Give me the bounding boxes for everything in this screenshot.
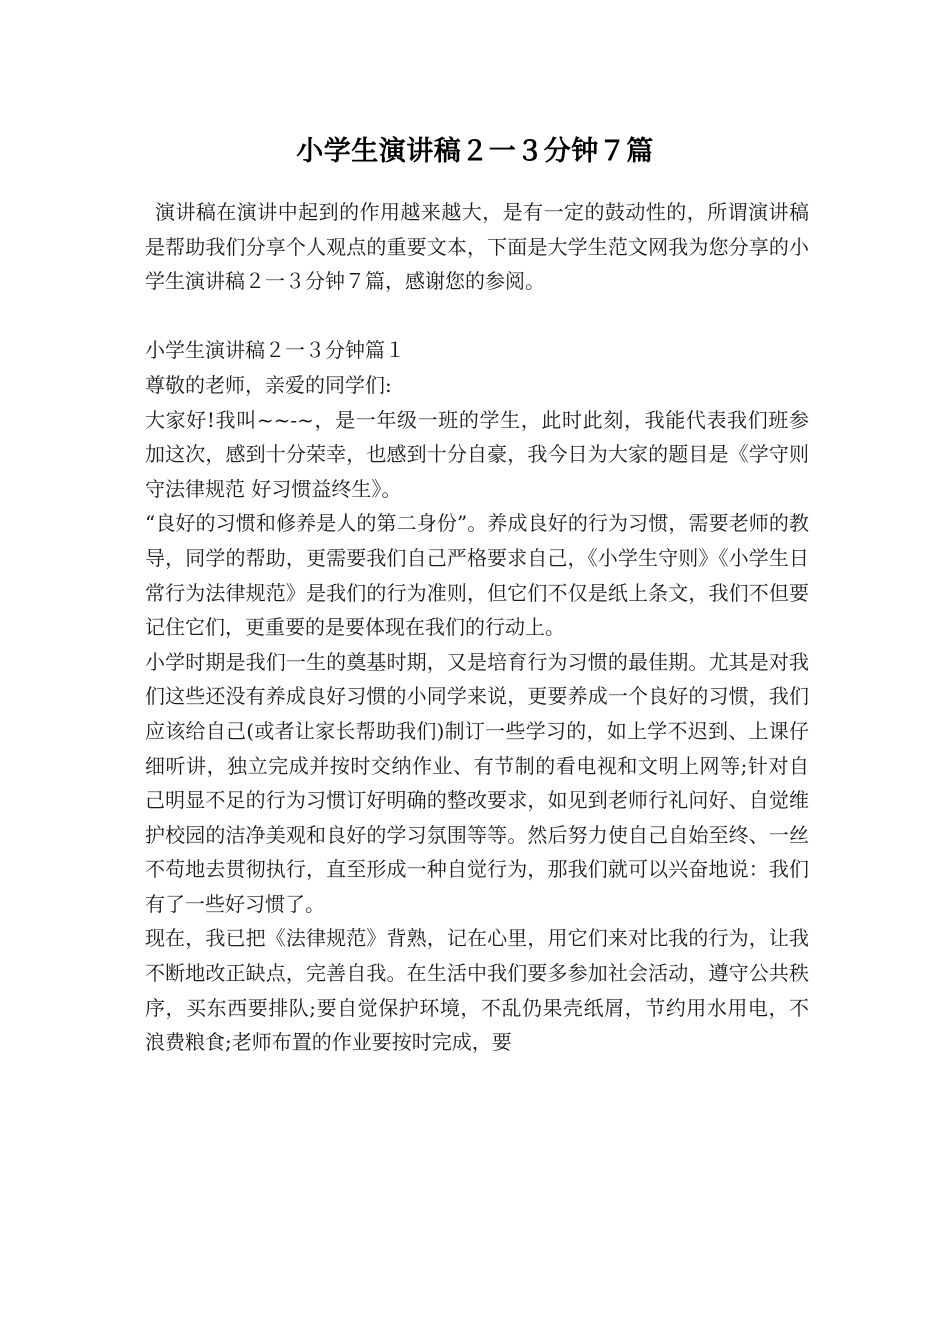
document-title: 小学生演讲稿２一３分钟７篇 bbox=[296, 136, 654, 167]
body-paragraph: “良好的习惯和修养是人的第二身份”。养成良好的行为习惯，需要老师的教导，同学的帮助，更需要我们自己严格要求自己，《小学生守则》《小学生日常行为法律规范》是我们的行为准则，但它们不仅是纸上条文，我们不但要记住它们，更重要的是要体现在我们的行动上。 bbox=[145, 511, 809, 640]
intro-paragraph: 演讲稿在演讲中起到的作用越来越大，是有一定的鼓动性的，所谓演讲稿是帮助我们分享个人观点的重要文本，下面是大学生范文网我为您分享的小学生演讲稿２一３分钟７篇，感谢您的参阅。 bbox=[145, 200, 809, 294]
section-heading: 小学生演讲稿２一３分钟篇１ bbox=[145, 338, 405, 363]
body-paragraph: 现在，我已把《法律规范》背熟，记在心里，用它们来对比我的行为，让我不断地改正缺点，完善自我。在生活中我们要多参加社会活动，遵守公共秩序，买东西要排队;要自觉保护环境，不乱仍果壳纸屑，节约用水用电，不浪费粮食;老师布置的作业要按时完成，要 bbox=[145, 926, 809, 1055]
paragraph-spacer bbox=[145, 299, 809, 334]
salutation-paragraph: 尊敬的老师，亲爱的同学们: bbox=[145, 372, 392, 397]
body-paragraph: 大家好!我叫~~-~，是一年级一班的学生，此时此刻，我能代表我们班参加这次，感到十分荣幸，也感到十分自豪，我今日为大家的题目是《学守则 守法律规范 好习惯益终生》。 bbox=[145, 407, 809, 501]
body-paragraph: 小学时期是我们一生的奠基时期，又是培育行为习惯的最佳期。尤其是对我们这些还没有养成良好习惯的小同学来说，更要养成一个良好的习惯，我们应该给自己(或者让家长帮助我们)制订一些学习的，如上学不迟到、上课仔细听讲，独立完成并按时交纳作业、有节制的看电视和文明上网等;针对自己明显不足的行为习惯订好明确的整改要求，如见到老师行礼问好、自觉维护校园的洁净美观和良好的学习氛围等等。然后努力使自己自始至终、一丝不苟地去贯彻执行，直至形成一种自觉行为，那我们就可以兴奋地说：我们有了一些好习惯了。 bbox=[145, 649, 809, 916]
document-body bbox=[145, 195, 809, 1060]
